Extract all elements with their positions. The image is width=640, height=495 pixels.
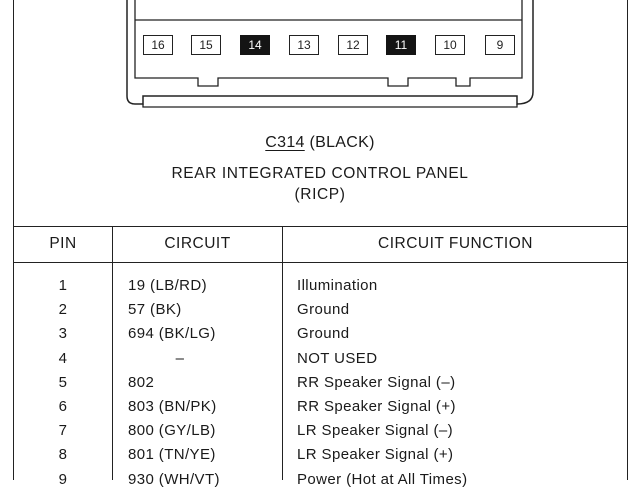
circuit-value: 930 (WH/VT) (128, 470, 220, 488)
connector-pin-10: 10 (435, 35, 465, 55)
pin-number: 7 (58, 422, 68, 440)
circuit-function: RR Speaker Signal (+) (297, 398, 456, 415)
circuit-function: Ground (297, 301, 350, 319)
pin-number: 2 (58, 301, 68, 319)
circuit-function: NOT USED (297, 349, 378, 367)
connector-description: REAR INTEGRATED CONTROL PANEL (171, 165, 469, 182)
table-row (0, 277, 640, 301)
connector-pin-11: 11 (386, 35, 416, 55)
connector-base-rail (143, 104, 517, 107)
table-row (0, 350, 640, 374)
header-circuit-function: CIRCUIT FUNCTION (378, 235, 533, 252)
circuit-value: 694 (BK/LG) (128, 325, 216, 343)
pin-number: 8 (58, 446, 68, 464)
connector-shell (127, 0, 533, 104)
pin-number: 9 (58, 470, 68, 488)
connector-pin-14: 14 (240, 35, 270, 55)
table-row (0, 471, 640, 495)
circuit-function: Ground (297, 325, 350, 343)
pin-number: 1 (58, 277, 68, 294)
circuit-value: – (175, 349, 185, 367)
header-pin: PIN (49, 235, 77, 252)
pin-number: 4 (58, 349, 68, 367)
circuit-value: 57 (BK) (128, 301, 182, 319)
circuit-function: LR Speaker Signal (–) (297, 422, 453, 440)
connector-pin-15: 15 (191, 35, 221, 55)
pin-number: 6 (58, 398, 68, 415)
circuit-value: 802 (128, 373, 155, 391)
table-row (0, 398, 640, 422)
table-row (0, 446, 640, 470)
connector-number: C314 (265, 134, 305, 151)
table-row (0, 422, 640, 446)
table-header-divider (13, 262, 628, 263)
connector-abbreviation: (RICP) (294, 186, 346, 203)
connector-outline (0, 0, 640, 120)
circuit-value: 19 (LB/RD) (128, 277, 208, 294)
connector-id (0, 134, 640, 152)
table-row (0, 301, 640, 325)
circuit-function: Power (Hot at All Times) (297, 470, 468, 488)
connector-color: (BLACK) (304, 134, 375, 151)
table-top-border (13, 226, 628, 227)
table-row (0, 374, 640, 398)
connector-pin-13: 13 (289, 35, 319, 55)
connector-pin-12: 12 (338, 35, 368, 55)
circuit-value: 803 (BN/PK) (128, 398, 217, 415)
circuit-value: 801 (TN/YE) (128, 446, 216, 464)
connector-pin-9: 9 (485, 35, 515, 55)
connector-pin-16: 16 (143, 35, 173, 55)
header-circuit: CIRCUIT (164, 235, 231, 252)
table-row (0, 325, 640, 349)
circuit-function: LR Speaker Signal (+) (297, 446, 454, 464)
circuit-function: RR Speaker Signal (–) (297, 373, 456, 391)
pin-number: 5 (58, 373, 68, 391)
pin-number: 3 (58, 325, 68, 343)
circuit-function: Illumination (297, 277, 378, 294)
circuit-value: 800 (GY/LB) (128, 422, 216, 440)
